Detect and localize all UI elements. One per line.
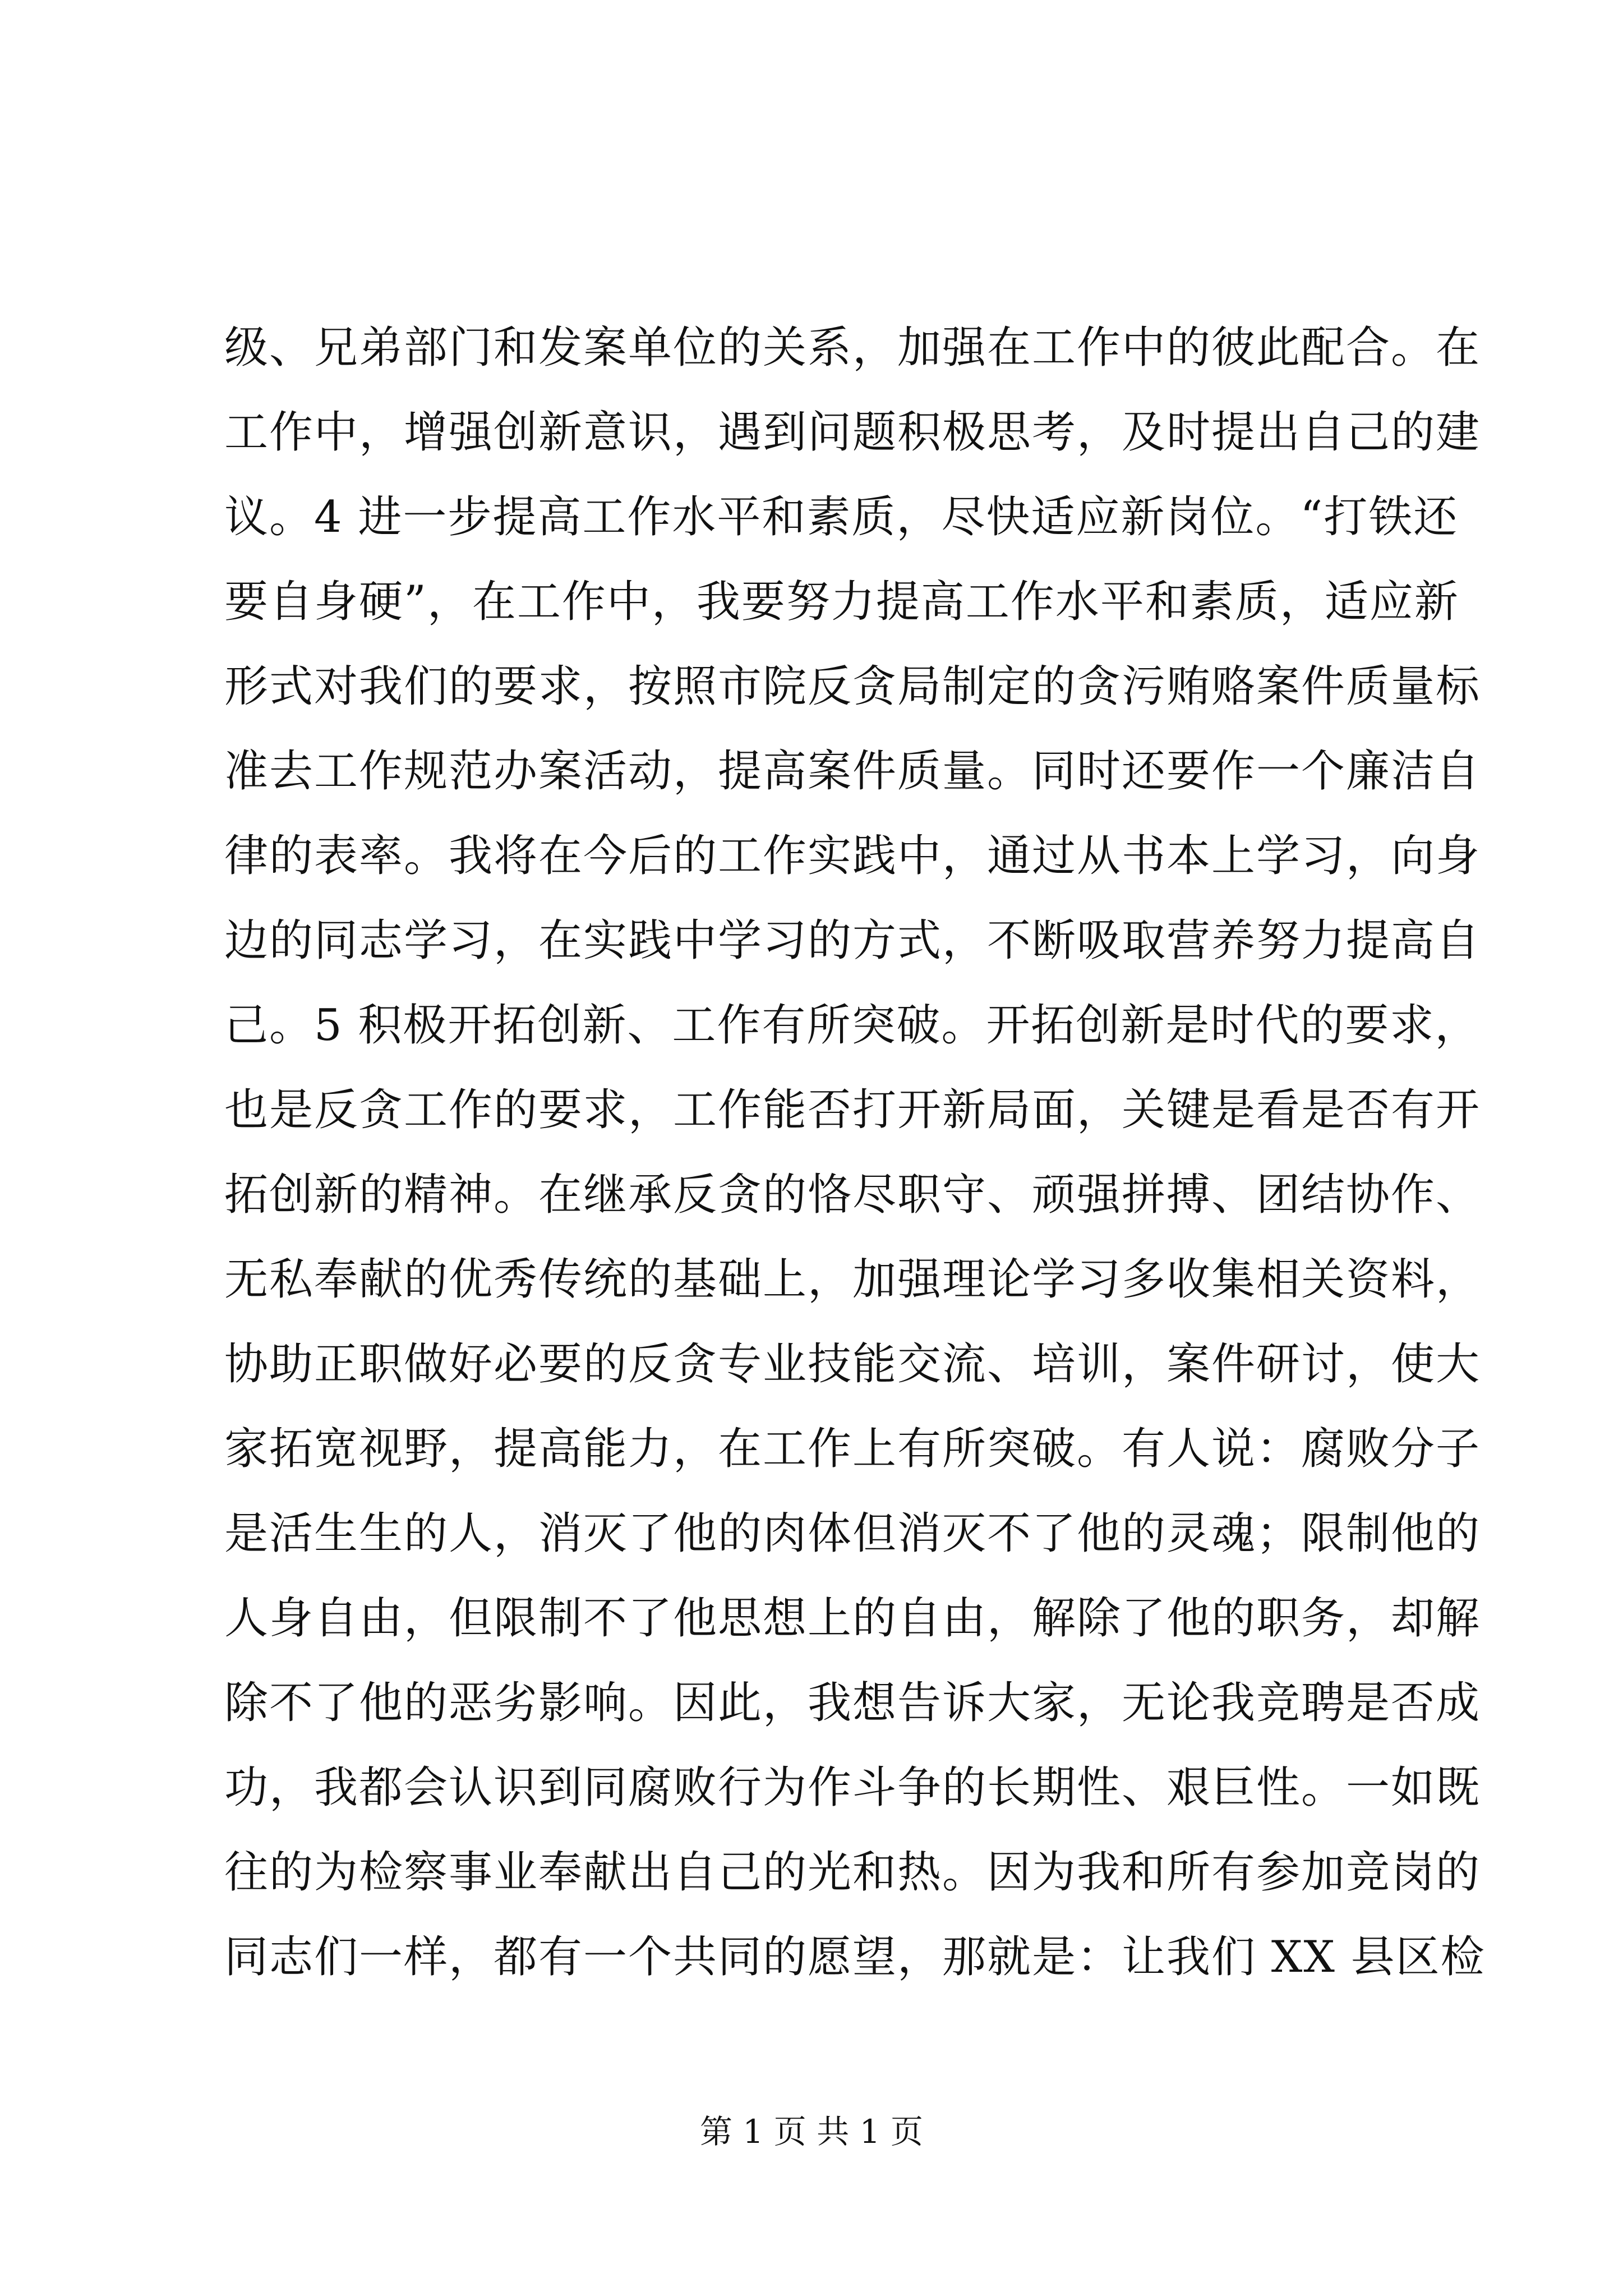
text-line-17: 除不了他的恶劣影响。因此，我想告诉大家，无论我竞聘是否成 (224, 1678, 1481, 1728)
text-line-5: 形式对我们的要求，按照市院反贪局制定的贪污贿赂案件质量标 (224, 661, 1481, 712)
text-line-2: 工作中，增强创新意识，遇到问题积极思考，及时提出自己的建 (224, 407, 1481, 458)
text-line-20: 同志们一样，都有一个共同的愿望，那就是：让我们 XX 县区检 (224, 1932, 1486, 1982)
text-line-12: 无私奉献的优秀传统的基础上，加强理论学习多收集相关资料， (224, 1254, 1481, 1305)
text-line-3: 议。4 进一步提高工作水平和素质，尽快适应新岗位。“打铁还 (224, 492, 1459, 542)
text-line-19: 往的为检察事业奉献出自己的光和热。因为我和所有参加竞岗的 (224, 1847, 1481, 1898)
text-line-13: 协助正职做好必要的反贪专业技能交流、培训，案件研讨，使大 (224, 1339, 1481, 1389)
text-line-4: 要自身硬”，在工作中，我要努力提高工作水平和素质，适应新 (224, 577, 1459, 627)
text-line-6: 准去工作规范办案活动，提高案件质量。同时还要作一个廉洁自 (224, 746, 1481, 797)
text-line-9: 己。5 积极开拓创新、工作有所突破。开拓创新是时代的要求， (224, 1000, 1480, 1051)
text-line-7: 律的表率。我将在今后的工作实践中，通过从书本上学习，向身 (224, 831, 1481, 881)
text-line-11: 拓创新的精神。在继承反贪的恪尽职守、顽强拼搏、团结协作、 (224, 1170, 1481, 1220)
text-line-18: 功，我都会认识到同腐败行为作斗争的长期性、艰巨性。一如既 (224, 1763, 1481, 1813)
text-line-10: 也是反贪工作的要求，工作能否打开新局面，关键是看是否有开 (224, 1085, 1481, 1135)
text-line-15: 是活生生的人，消灭了他的肉体但消灭不了他的灵魂；限制他的 (224, 1508, 1481, 1559)
page-footer: 第 1 页 共 1 页 (700, 2113, 923, 2151)
text-line-14: 家拓宽视野，提高能力，在工作上有所突破。有人说：腐败分子 (224, 1424, 1481, 1474)
text-line-1: 级、兄弟部门和发案单位的关系，加强在工作中的彼此配合。在 (224, 323, 1481, 373)
body-text (224, 306, 1486, 2000)
text-line-16: 人身自由，但限制不了他思想上的自由，解除了他的职务，却解 (224, 1593, 1481, 1644)
text-line-8: 边的同志学习，在实践中学习的方式，不断吸取营养努力提高自 (224, 915, 1481, 966)
